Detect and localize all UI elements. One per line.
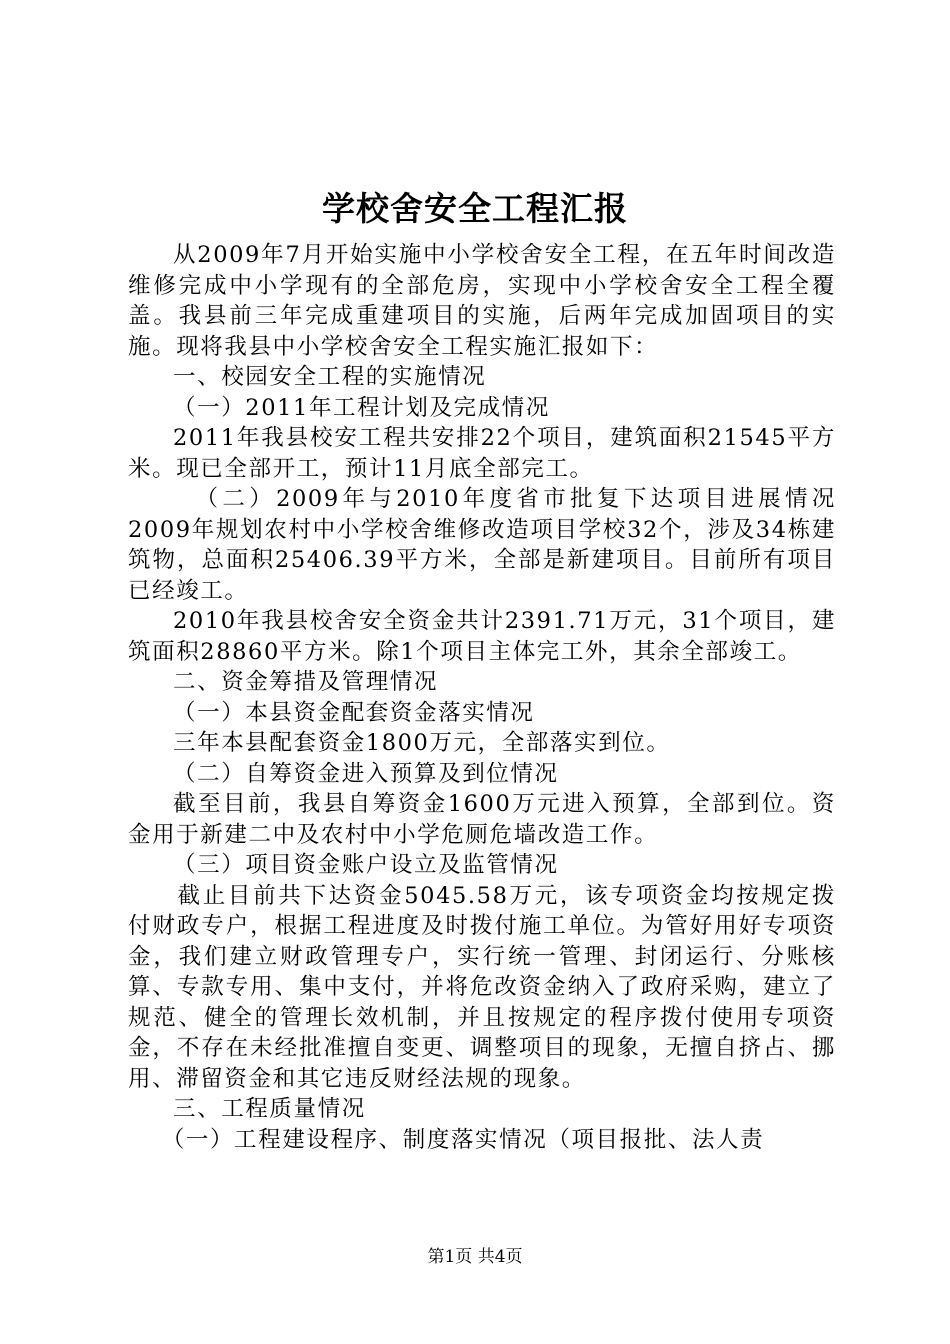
heading-section-3: 三、工程质量情况 xyxy=(173,1096,366,1122)
subheading-1-1: （一）2011年工程计划及完成情况 xyxy=(173,394,550,421)
heading-section-1: 一、校园安全工程的实施情况 xyxy=(173,364,487,390)
page-footer: 第1页 共4页 xyxy=(427,1247,523,1267)
paragraph-intro: 从2009年7月开始实施中小学校舍安全工程，在五年时间改造维修完成中小学现有的全部危房，实现中小学校舍安全工程全覆盖。我县前三年完成重建项目的实施，后两年完成加固项目的实施。现将我县中小学校舍安全工程实施汇报如下： xyxy=(128,242,836,360)
subheading-2-2: （二）自筹资金进入预算及到位情况 xyxy=(173,760,559,787)
subheading-3-1: （一）工程建设程序、制度落实情况（项目报批、法人责 xyxy=(161,1126,765,1153)
paragraph-2009-2010-progress: （二）2009年与2010年度省市批复下达项目进展情况2009年规划农村中小学校舍维修改造项目学校32个，涉及34栋建筑物，总面积25406.39平方米，全部是新建项目。目前所有项目已经竣工。 xyxy=(128,486,836,604)
page-title: 学校舍安全工程汇报 xyxy=(322,189,628,228)
heading-section-2: 二、资金筹措及管理情况 xyxy=(173,669,439,695)
paragraph-county-funds: 三年本县配套资金1800万元，全部落实到位。 xyxy=(173,730,671,756)
paragraph-fund-supervision: 截止目前共下达资金5045.58万元，该专项资金均按规定拨付财政专户，根据工程进度及时拨付施工单位。为管好用好专项资金，我们建立财政管理专户，实行统一管理、封闭运行、分账核算、专款专用、集中支付，并将危改资金纳入了政府采购，建立了规范、健全的管理长效机制，并且按规定的程序拨付使用专项资金，不存在未经批准擅自变更、调整项目的现象，无擅自挤占、挪用、滞留资金和其它违反财经法规的现象。 xyxy=(128,882,836,1092)
subheading-2-1: （一）本县资金配套资金落实情况 xyxy=(173,699,535,726)
paragraph-self-raised-funds: 截至目前，我县自筹资金1600万元进入预算，全部到位。资金用于新建二中及农村中小学危厕危墙改造工作。 xyxy=(128,791,836,848)
subheading-2-3: （三）项目资金账户设立及监管情况 xyxy=(173,852,559,878)
document-body xyxy=(128,240,836,1155)
paragraph-2010-funds: 2010年我县校舍安全资金共计2391.71万元，31个项目，建筑面积28860平方米。除1个项目主体完工外，其余全部竣工。 xyxy=(128,608,836,665)
paragraph-2011-plan: 2011年我县校安工程共安排22个项目，建筑面积21545平方米。现已全部开工，预计11月底全部完工。 xyxy=(128,425,836,482)
